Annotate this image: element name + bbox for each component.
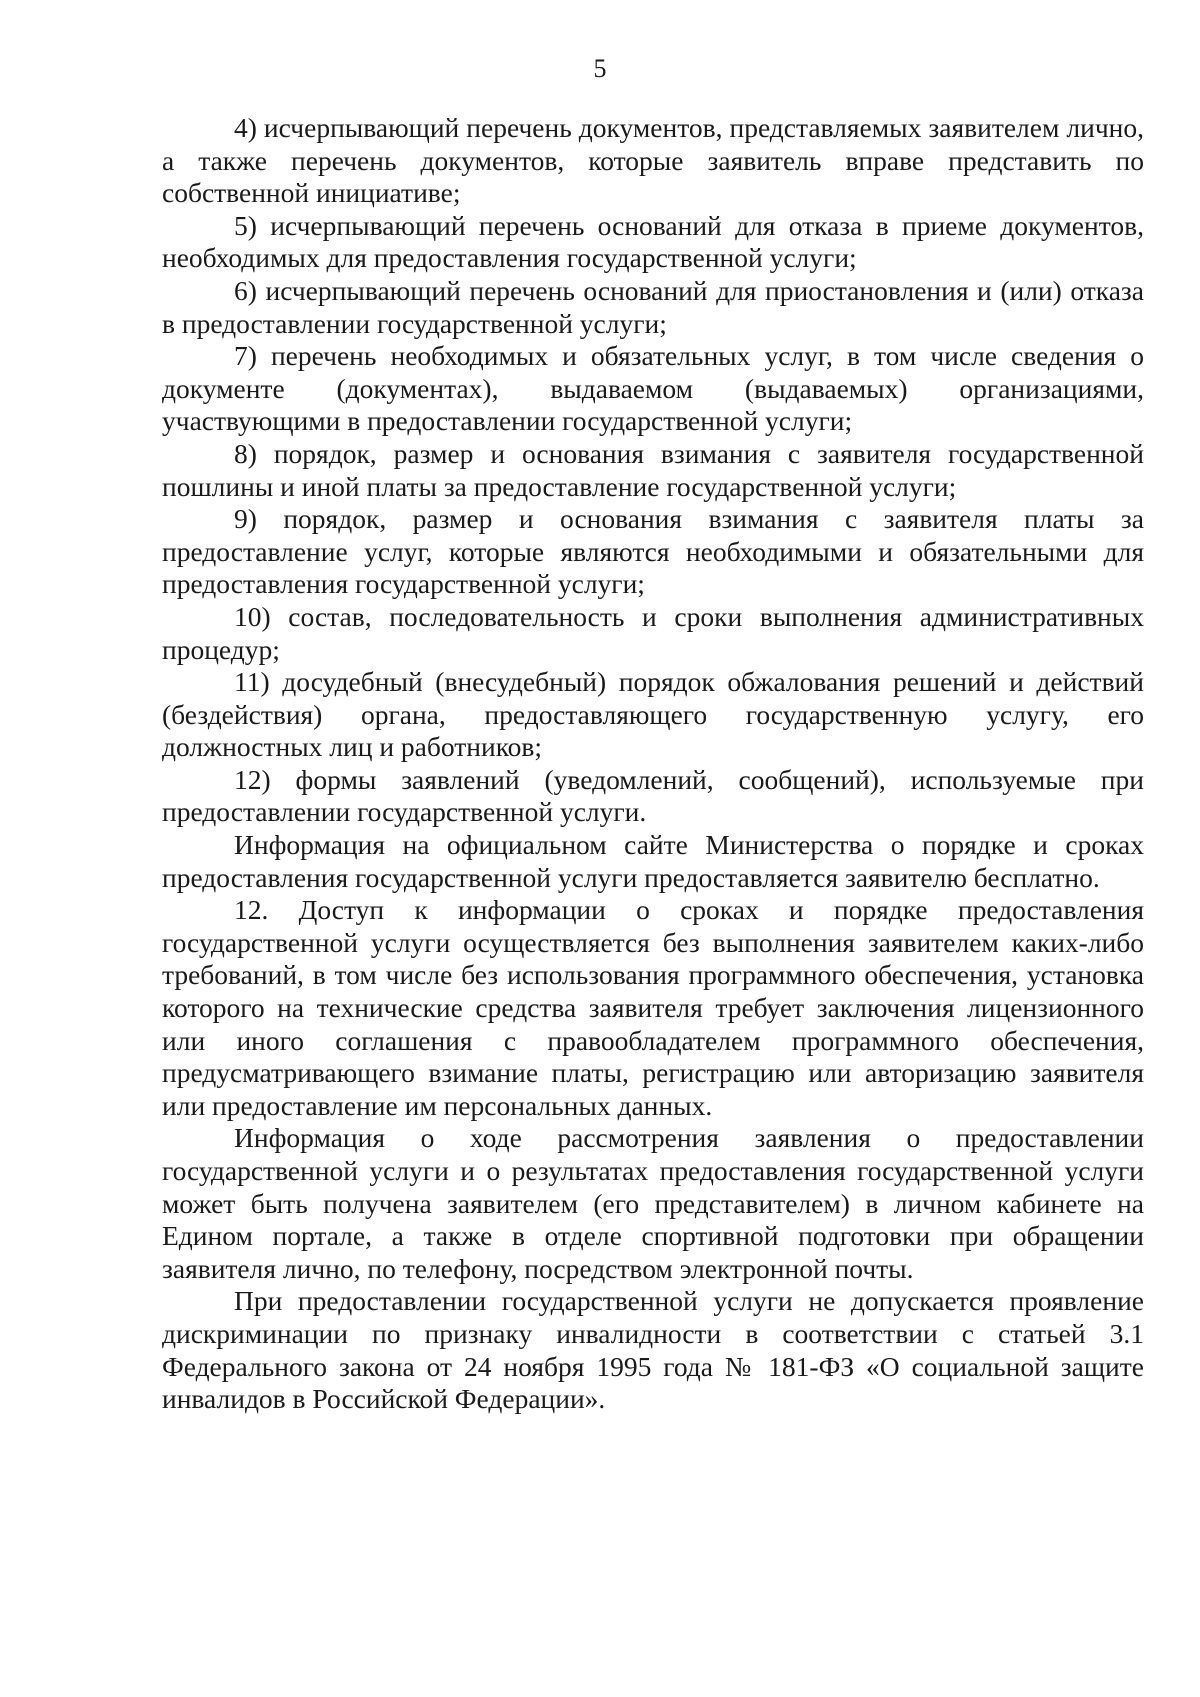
list-item-6: 6) исчерпывающий перечень оснований для приостановления и (или) отказа в предоставлении государственной услуги; (162, 274, 1144, 339)
document-body (162, 112, 1144, 1416)
paragraph-info-website: Информация на официальном сайте Министерства о порядке и сроках предоставления государственной услуги предоставляется заявителю бесплатно. (162, 829, 1144, 893)
list-item-9: 9) порядок, размер и основания взимания с заявителя платы за предоставление услуг, которые являются необходимыми и обязательными для предоставления государственной услуги; (162, 503, 1144, 600)
list-item-12: 12) формы заявлений (уведомлений, сообщений), используемые при предоставлении государственной услуги. (162, 763, 1144, 828)
list-item-4: 4) исчерпывающий перечень документов, представляемых заявителем лично, а также перечень документов, которые заявитель вправе представить по собственной инициативе; (162, 112, 1144, 209)
list-item-11: 11) досудебный (внесудебный) порядок обжалования решений и действий (бездействия) органа, предоставляющего государственную услугу, его должностных лиц и работников; (162, 666, 1144, 763)
clause-12-access: 12. Доступ к информации о сроках и порядке предоставления государственной услуги осуществляется без выполнения заявителем каких-либо требований, в том числе без использования программного обеспечения, установка которого на технические средства заявителя требует заключения лицензионного или иного соглашения с правообладателем программного обеспечения, предусматривающего взимание платы, регистрацию или авторизацию заявителя или предоставление им персональных данных. (162, 894, 1144, 1121)
paragraph-non-discrimination: При предоставлении государственной услуги не допускается проявление дискриминации по признаку инвалидности в соответствии с статьей 3.1 Федерального закона от 24 ноября 1995 года № 181-ФЗ «О социальной защите инвалидов в Российской Федерации». (162, 1285, 1144, 1415)
list-item-5: 5) исчерпывающий перечень оснований для отказа в приеме документов, необходимых для предоставления государственной услуги; (162, 209, 1144, 274)
list-item-7: 7) перечень необходимых и обязательных услуг, в том числе сведения о документе (документах), выдаваемом (выдаваемых) организациями, участвующими в предоставлении государственной услуги; (162, 340, 1144, 437)
list-item-10: 10) состав, последовательность и сроки выполнения административных процедур; (162, 600, 1144, 665)
page-number: 5 (593, 54, 607, 83)
list-item-8: 8) порядок, размер и основания взимания с заявителя государственной пошлины и иной платы за предоставление государственной услуги; (162, 437, 1144, 502)
paragraph-application-status: Информация о ходе рассмотрения заявления о предоставлении государственной услуги и о результатах предоставления государственной услуги может быть получена заявителем (его представителем) в личном кабинете на Едином портале, а также в отделе спортивной подготовки при обращении заявителя лично, по телефону, посредством электронной почты. (162, 1122, 1144, 1284)
